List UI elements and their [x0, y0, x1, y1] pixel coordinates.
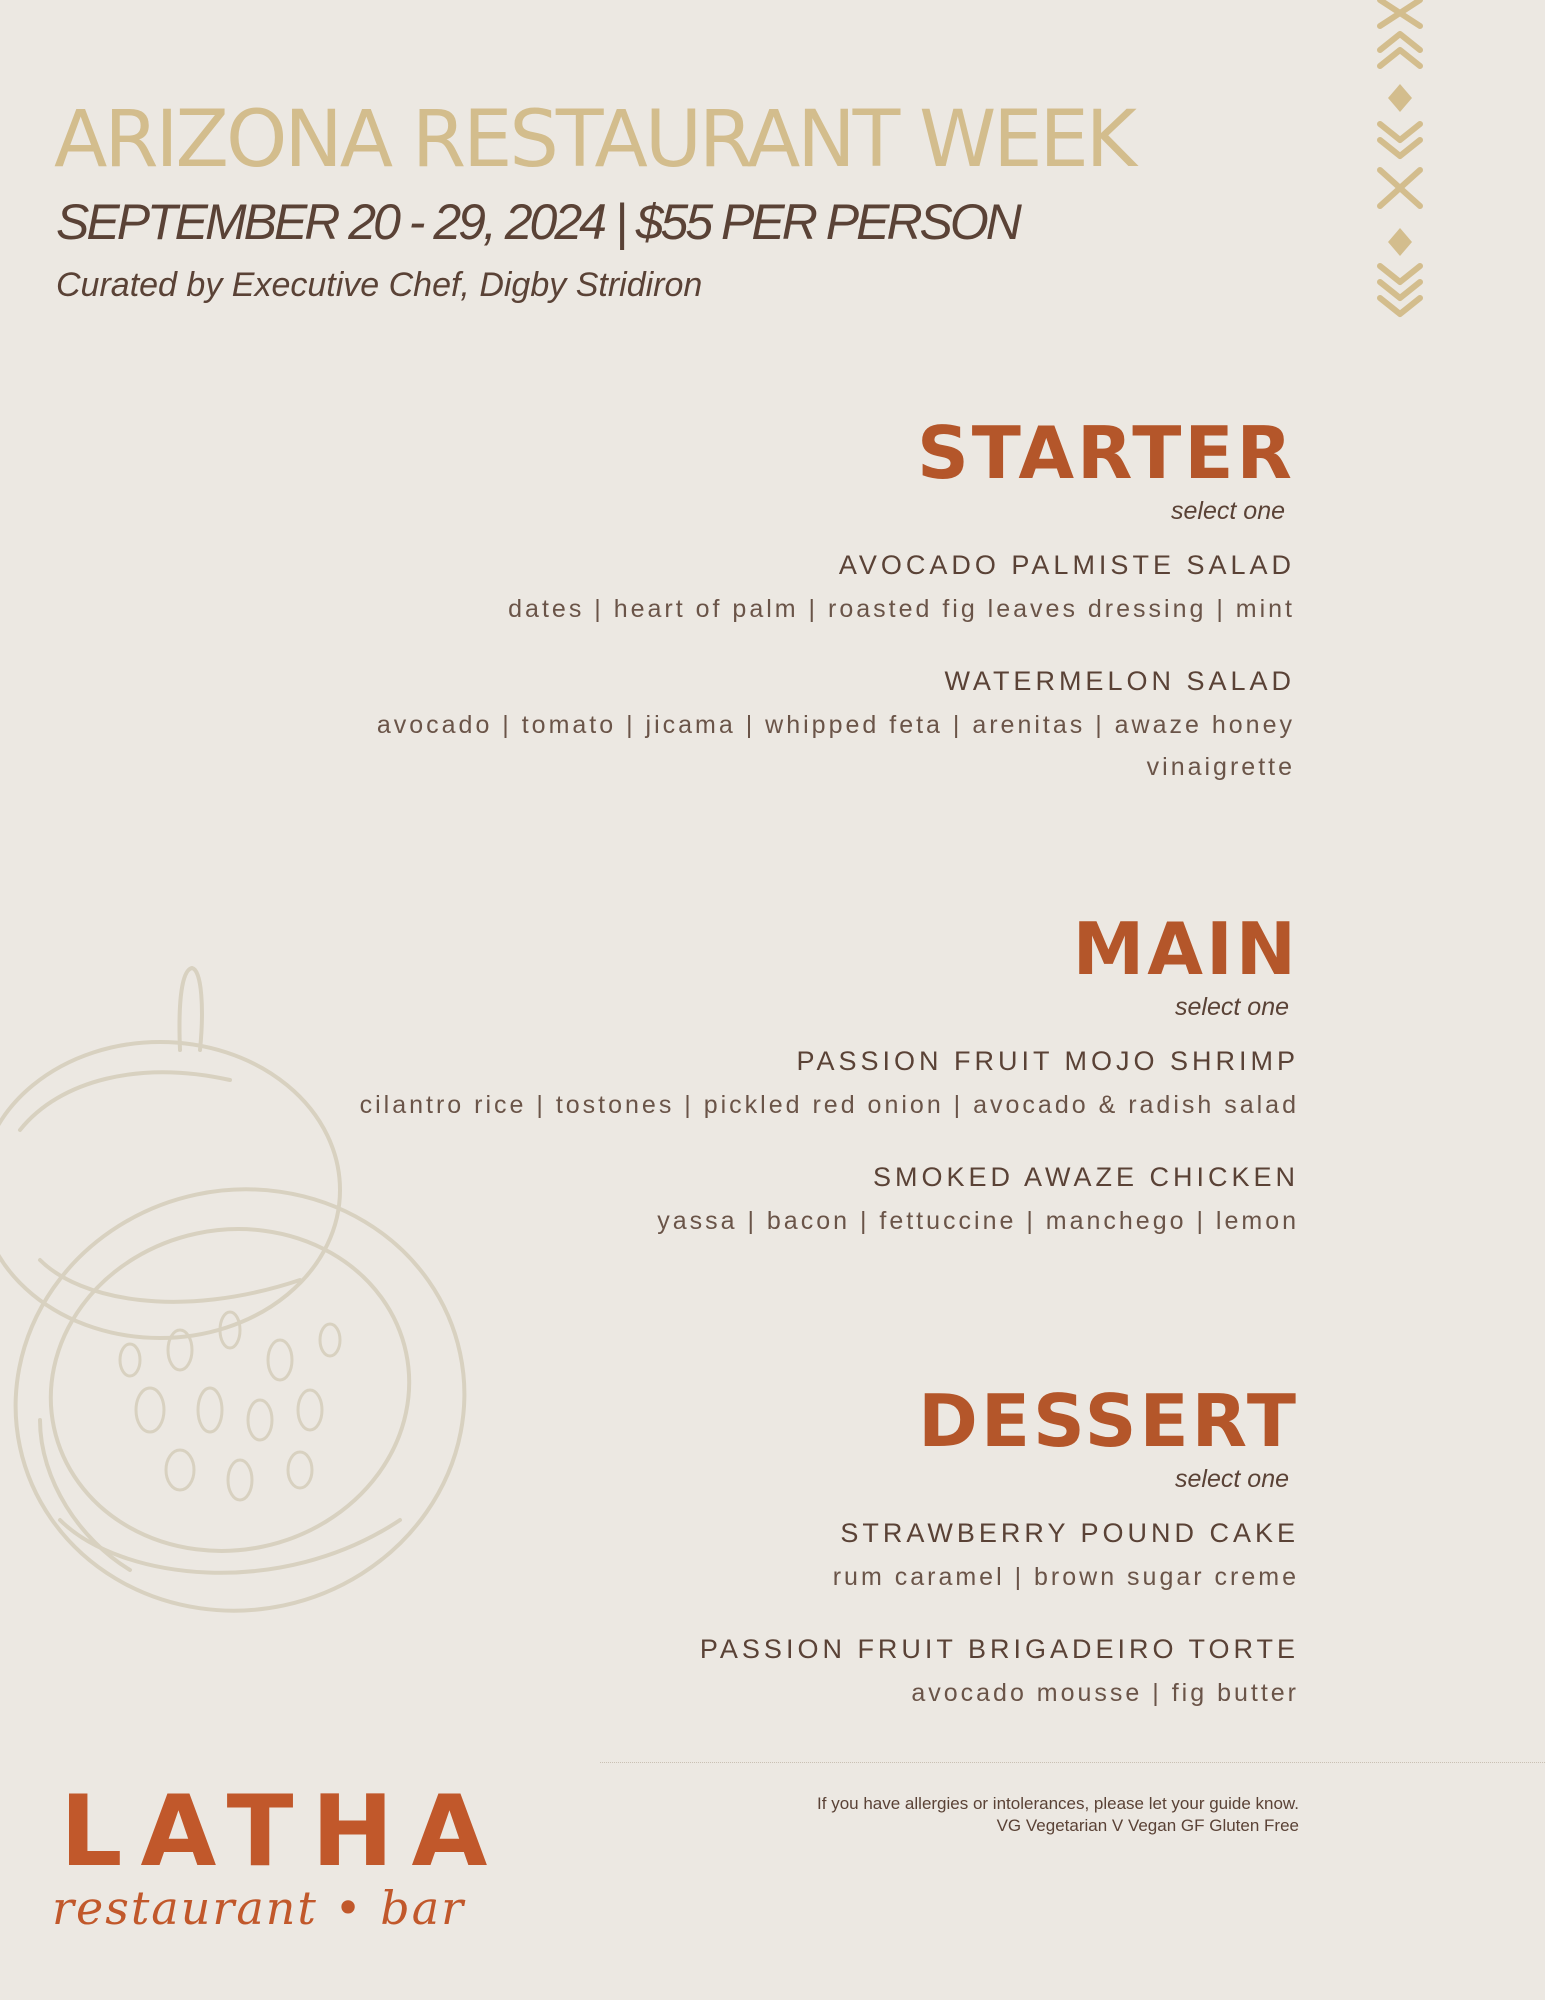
latha-logo-tagline: restaurant • bar	[52, 1881, 466, 1935]
menu-item	[700, 1632, 1299, 1714]
main-select-note: select one	[1175, 993, 1289, 1021]
menu-item-name: SMOKED AWAZE CHICKEN	[872, 1162, 1299, 1192]
menu-item	[335, 664, 1295, 788]
menu-item-description: dates | heart of palm | roasted fig leaves dressing | mint	[508, 595, 1295, 623]
starter-section	[335, 411, 1295, 788]
menu-item-name: PASSION FRUIT BRIGADEIRO TORTE	[699, 1634, 1299, 1664]
menu-item-name: AVOCADO PALMISTE SALAD	[838, 550, 1295, 580]
menu-item-name: STRAWBERRY POUND CAKE	[840, 1518, 1299, 1548]
menu-item	[360, 1044, 1299, 1126]
starter-select-note: select one	[1171, 497, 1285, 525]
menu-item-description: avocado mousse | fig butter	[911, 1679, 1299, 1707]
menu-item-description: avocado | tomato | jicama | whipped feta | arenitas | awaze honey vinaigrette	[376, 711, 1295, 781]
allergy-notice	[817, 1793, 1299, 1837]
menu-item	[700, 1516, 1299, 1598]
menu-item-name: PASSION FRUIT MOJO SHRIMP	[796, 1046, 1299, 1076]
starter-title: STARTER	[916, 411, 1295, 495]
tribal-ornament-icon	[1370, 0, 1430, 320]
latha-logo-wordmark: LATHA	[60, 1775, 506, 1889]
dessert-title: DESSERT	[918, 1379, 1299, 1463]
main-title: MAIN	[1072, 907, 1299, 991]
allergy-note-text: If you have allergies or intolerances, please let your guide know.	[817, 1794, 1299, 1813]
curated-by-text: Curated by Executive Chef, Digby Stridiron	[56, 266, 703, 304]
main-section	[359, 907, 1299, 1242]
event-title: ARIZONA RESTAURANT WEEK	[54, 95, 1134, 185]
dessert-section	[699, 1379, 1299, 1714]
menu-item-name: WATERMELON SALAD	[944, 666, 1295, 696]
dessert-select-note: select one	[1175, 1465, 1289, 1493]
event-dates-price: SEPTEMBER 20 - 29, 2024 | $55 PER PERSON	[56, 194, 1019, 250]
menu-item-description: rum caramel | brown sugar creme	[832, 1563, 1299, 1591]
diet-key-text: VG Vegetarian V Vegan GF Gluten Free	[996, 1816, 1299, 1835]
menu-item-description: cilantro rice | tostones | pickled red onion | avocado & radish salad	[359, 1091, 1299, 1119]
menu-item-description: yassa | bacon | fettuccine | manchego | lemon	[657, 1207, 1299, 1235]
menu-item	[335, 548, 1295, 630]
footer-divider	[600, 1762, 1545, 1763]
menu-item	[360, 1160, 1299, 1242]
